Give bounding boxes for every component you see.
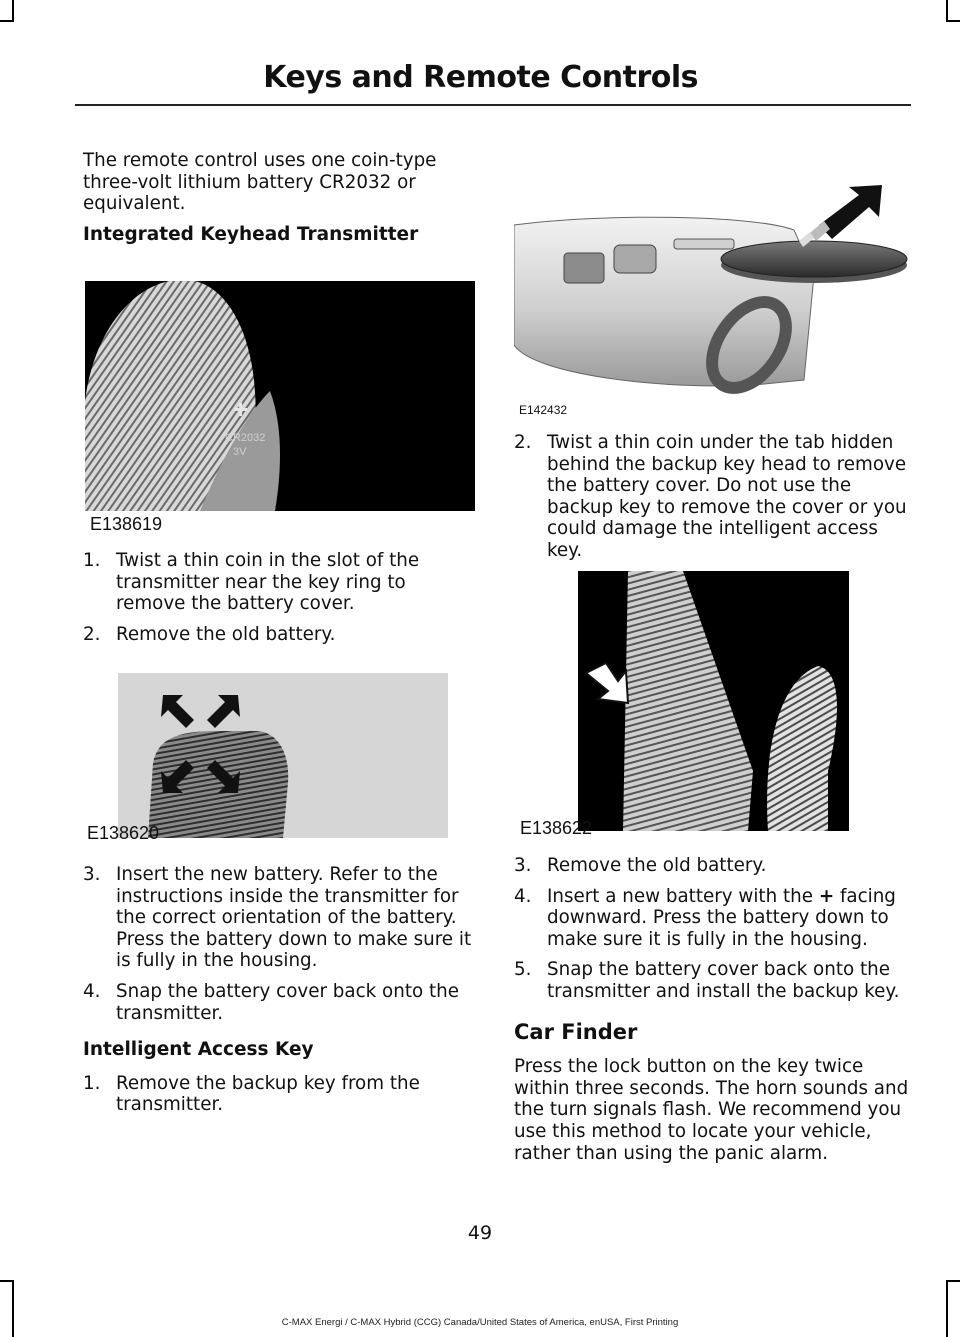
intelligent-key-illustration <box>514 185 909 395</box>
left-column <box>83 150 478 245</box>
right-steps-a <box>514 432 910 562</box>
arrow-icon <box>799 185 882 247</box>
list-item <box>514 886 910 951</box>
keyhead-transmitter-illustration <box>85 281 475 511</box>
footer-text: C-MAX Energi / C-MAX Hybrid (CCG) Canada/United States of America, enUSA, First Printing <box>281 1317 679 1328</box>
step-number: 1. <box>83 550 101 571</box>
step-number: 3. <box>514 855 532 876</box>
step-text: Remove the old battery. <box>547 855 767 876</box>
crop-mark <box>12 1280 14 1337</box>
figure-code: E138619 <box>90 514 163 534</box>
step-text: Twist a thin coin in the slot of the transmitter near the key ring to remove the battery cover. <box>116 550 420 615</box>
intelligent-key-figure <box>514 185 909 395</box>
crop-mark <box>12 0 14 22</box>
crop-mark <box>946 0 948 22</box>
intro-paragraph: The remote control uses one coin-type three-volt lithium battery CR2032 or equivalent. <box>83 150 437 215</box>
step-text: Remove the old battery. <box>116 623 336 645</box>
crop-mark <box>946 1280 948 1337</box>
step-number: 3. <box>83 864 101 885</box>
figure-code: E138620 <box>87 823 160 843</box>
backup-key-illustration <box>578 571 849 831</box>
step-number: 5. <box>514 959 532 981</box>
step-number: 1. <box>83 1072 101 1094</box>
left-steps-a <box>83 550 478 645</box>
heading-car-finder: Car Finder <box>514 1019 638 1044</box>
list-item <box>83 624 478 646</box>
step-text: Twist a thin coin under the tab hidden behind the backup key head to remove the battery cover. Do not use the backup key to remove the cover or you could damage the intelligent access key. <box>547 432 907 561</box>
list-item <box>83 981 478 1024</box>
step-text: Insert the new battery. Refer to the instructions inside the transmitter for the correct orientation of the battery. Press the battery down to make sure it is fully in the housing. <box>116 864 472 972</box>
figure-code: E142432 <box>519 403 568 417</box>
backup-key-figure <box>578 571 849 831</box>
heading-integrated-keyhead: Integrated Keyhead Transmitter <box>83 223 419 245</box>
list-item <box>514 959 910 1002</box>
figure-code: E138622 <box>520 818 593 838</box>
crop-mark <box>946 20 960 22</box>
right-steps-b <box>514 855 910 1164</box>
plus-marking: + <box>233 394 249 424</box>
list-item <box>83 864 478 972</box>
crop-mark <box>0 1280 14 1282</box>
battery-removal-illustration <box>118 673 448 838</box>
step-text-before: Insert a new battery with the <box>547 885 819 907</box>
step-text-after: facing downward. Press the battery down to make sure it is fully in the housing. <box>547 885 896 950</box>
car-finder-paragraph: Press the lock button on the key twice within three seconds. The horn sounds and the turn signals flash. We recommend you use this method to locate your vehicle, rather than using the panic alarm. <box>514 1056 909 1164</box>
list-item <box>83 550 478 615</box>
voltage-marking: 3V <box>233 446 247 458</box>
step-text: Remove the backup key from the transmitter. <box>116 1072 420 1116</box>
crop-mark <box>946 1280 960 1282</box>
list-item <box>514 432 910 562</box>
page-number: 49 <box>467 1222 493 1244</box>
list-item <box>83 1073 478 1116</box>
left-steps-b <box>83 864 478 1116</box>
page-title: Keys and Remote Controls <box>263 60 698 95</box>
arrow-icon <box>586 663 628 703</box>
step-number: 2. <box>514 432 532 453</box>
step-text: Snap the battery cover back onto the transmitter and install the backup key. <box>547 959 900 1002</box>
header-divider <box>75 104 911 106</box>
list-item <box>514 855 910 877</box>
step-text: Snap the battery cover back onto the transmitter. <box>116 980 459 1024</box>
crop-mark <box>0 20 14 22</box>
plus-symbol: + <box>818 885 835 907</box>
step-number: 2. <box>83 623 101 645</box>
heading-intelligent-access-key: Intelligent Access Key <box>83 1039 314 1061</box>
battery-marking: CR2032 <box>225 432 266 444</box>
keyhead-transmitter-figure <box>85 281 475 511</box>
battery-removal-figure <box>118 673 448 838</box>
step-number: 4. <box>514 885 532 907</box>
step-number: 4. <box>83 980 101 1002</box>
